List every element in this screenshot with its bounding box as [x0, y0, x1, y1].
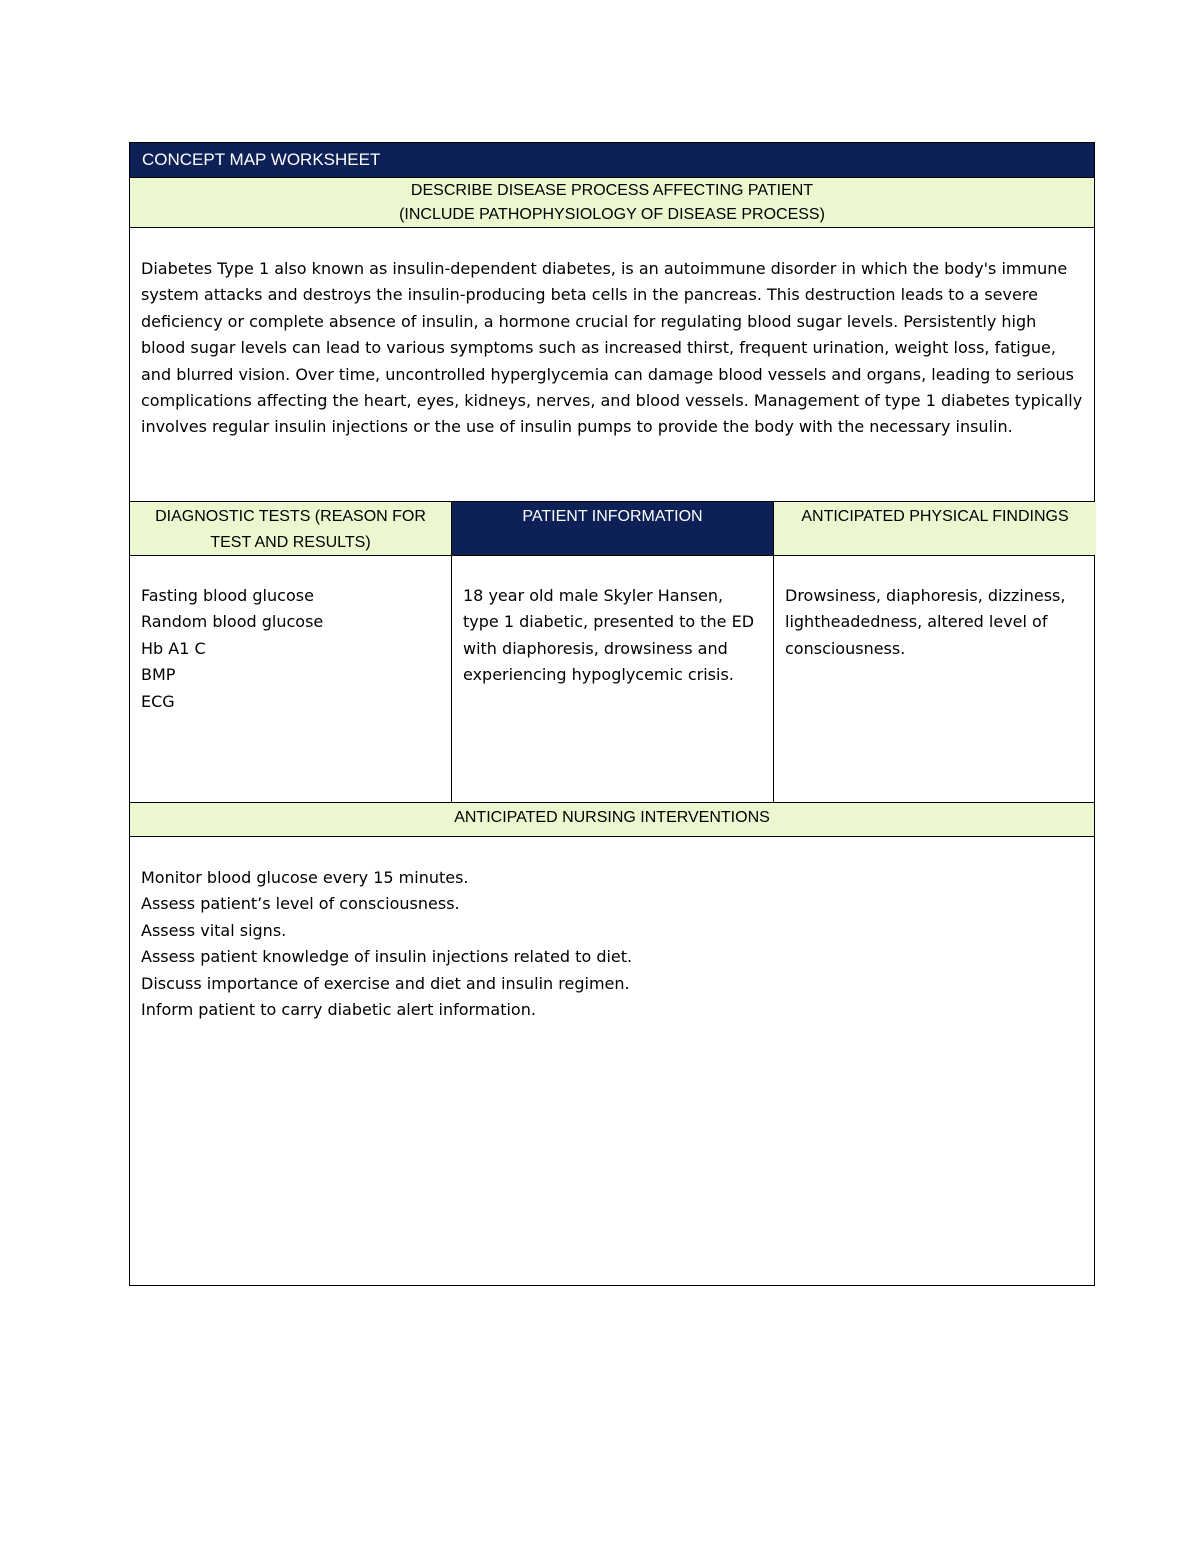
list-item: BMP	[141, 665, 176, 685]
physical-findings-text: Drowsiness, diaphoresis, dizziness, lightheadedness, altered level of consciousness.	[785, 586, 1066, 658]
three-column-headings	[130, 502, 1094, 556]
disease-process-heading-line1: DESCRIBE DISEASE PROCESS AFFECTING PATIENT	[410, 182, 814, 199]
patient-information-heading: PATIENT INFORMATION	[452, 502, 774, 555]
list-item: Assess patient’s level of consciousness.	[141, 894, 460, 914]
patient-information-text: 18 year old male Skyler Hansen, type 1 diabetic, presented to the ED with diaphoresis, drowsiness and experiencing hypoglycemic crisis.	[452, 556, 774, 802]
worksheet-title: CONCEPT MAP WORKSHEET	[130, 143, 1094, 178]
list-item: Discuss importance of exercise and diet and insulin regimen.	[141, 973, 630, 993]
list-item: ECG	[141, 691, 175, 711]
disease-process-heading-line2: (INCLUDE PATHOPHYSIOLOGY OF DISEASE PROCESS)	[399, 206, 825, 223]
list-item: Assess patient knowledge of insulin injections related to diet.	[141, 947, 633, 967]
list-item: Monitor blood glucose every 15 minutes.	[141, 868, 469, 887]
disease-process-heading	[130, 178, 1094, 228]
physical-findings-heading: ANTICIPATED PHYSICAL FINDINGS	[774, 502, 1096, 555]
diagnostic-tests-list	[130, 556, 452, 802]
nursing-interventions-list	[130, 837, 1094, 1285]
concept-map-worksheet	[129, 142, 1095, 1286]
list-item: Assess vital signs.	[141, 920, 287, 940]
diagnostic-tests-heading: DIAGNOSTIC TESTS (REASON FOR TEST AND RESULTS)	[130, 502, 452, 555]
list-item: Inform patient to carry diabetic alert information.	[141, 1000, 536, 1020]
list-item: Fasting blood glucose	[141, 586, 314, 605]
three-column-body	[130, 556, 1094, 803]
nursing-interventions-heading: ANTICIPATED NURSING INTERVENTIONS	[130, 803, 1094, 837]
list-item: Random blood glucose	[141, 612, 324, 632]
list-item: Hb A1 C	[141, 638, 206, 658]
disease-process-text: Diabetes Type 1 also known as insulin-dependent diabetes, is an autoimmune disorder in which the body's immune system attacks and destroys the insulin-producing beta cells in the pancreas. This destruction leads to a severe deficiency or complete absence of insulin, a hormone crucial for regulating blood sugar levels. Persistently high blood sugar levels can lead to various symptoms such as increased thirst, frequent urination, weight loss, fatigue, and blurred vision. Over time, uncontrolled hyperglycemia can damage blood vessels and organs, leading to serious complications affecting the heart, eyes, kidneys, nerves, and blood vessels. Management of type 1 diabetes typically involves regular insulin injections or the use of insulin pumps to provide the body with the necessary insulin.	[130, 228, 1094, 502]
